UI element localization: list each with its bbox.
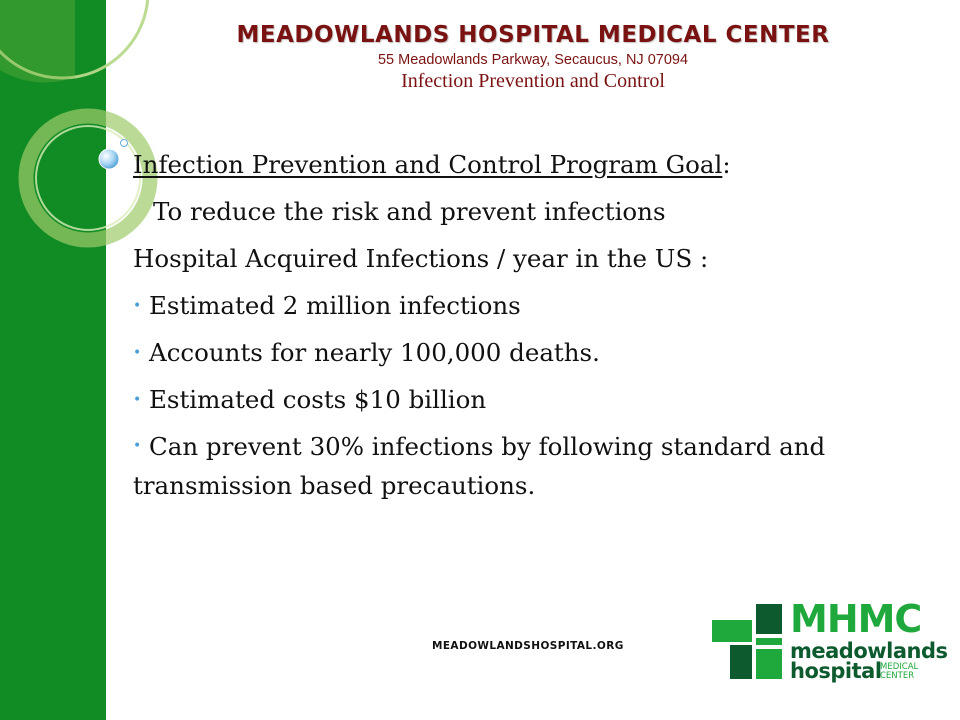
logo-meadowlands: meadowlands bbox=[790, 639, 948, 663]
bullet-item bbox=[133, 287, 933, 334]
logo-cross-icon bbox=[712, 601, 786, 681]
goal-heading bbox=[133, 146, 933, 193]
goal-colon: : bbox=[722, 150, 731, 179]
goal-title: Infection Prevention and Control Program Goal bbox=[133, 150, 723, 179]
logo-center: CENTER bbox=[880, 671, 915, 681]
logo-medical-center bbox=[880, 663, 918, 681]
slide-content bbox=[133, 146, 933, 500]
logo-hospital: hospital bbox=[790, 659, 882, 683]
goal-text: To reduce the risk and prevent infections bbox=[153, 197, 666, 226]
bullet-text: Can prevent 30% infections by following standard and transmission based precautions. bbox=[133, 432, 826, 500]
bullet-dot-icon: • bbox=[133, 344, 142, 361]
bullet-dot-icon: • bbox=[133, 438, 142, 454]
bullet-item bbox=[133, 334, 933, 381]
bullet-item bbox=[133, 381, 933, 428]
logo-medical: MEDICAL bbox=[880, 662, 919, 672]
bullet-text: Estimated 2 million infections bbox=[149, 291, 521, 320]
logo-acronym: MHMC bbox=[790, 597, 922, 641]
bullet-dot-icon: • bbox=[133, 297, 142, 314]
subheading: Hospital Acquired Infections / year in the US : bbox=[133, 244, 709, 273]
bullet-dot-icon: • bbox=[133, 391, 142, 408]
hospital-address: 55 Meadowlands Parkway, Secaucus, NJ 07094 bbox=[377, 52, 689, 68]
slide-header bbox=[106, 22, 960, 93]
bullet-item bbox=[133, 428, 933, 500]
green-sidebar bbox=[0, 0, 106, 720]
website-link[interactable]: MEADOWLANDSHOSPITAL.ORG bbox=[432, 640, 624, 652]
hospital-name: MEADOWLANDS HOSPITAL MEDICAL CENTER bbox=[236, 22, 830, 48]
bullet-text: Estimated costs $10 billion bbox=[149, 385, 487, 414]
bullet-text: Accounts for nearly 100,000 deaths. bbox=[149, 338, 600, 367]
mhmc-logo bbox=[712, 597, 948, 687]
department-title: Infection Prevention and Control bbox=[401, 70, 665, 92]
